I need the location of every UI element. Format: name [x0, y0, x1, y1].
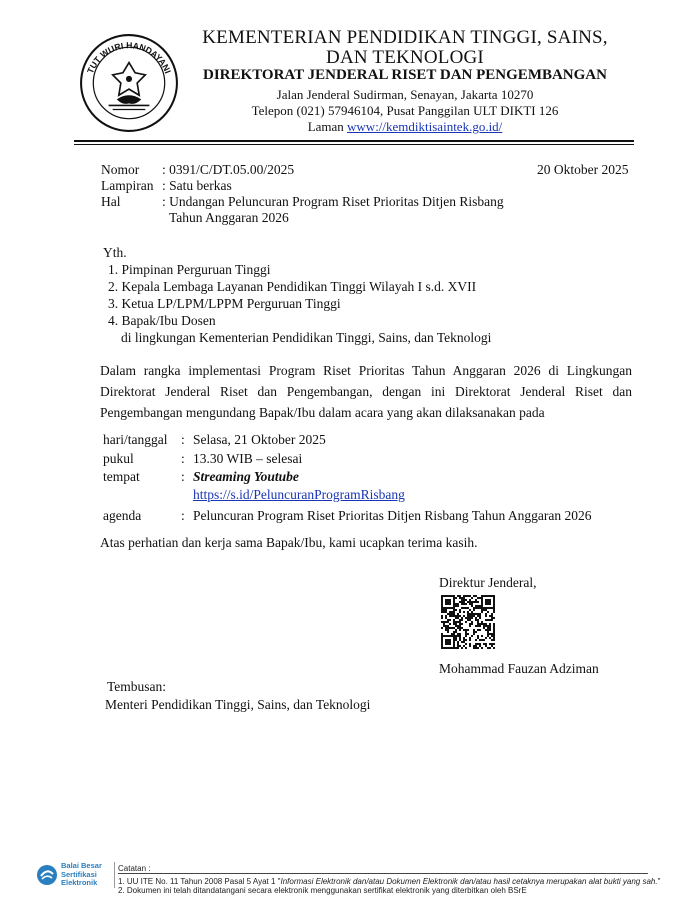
hal-label: Hal [101, 194, 121, 209]
address: Jalan Jenderal Sudirman, Senayan, Jakarta 10270 [276, 87, 534, 102]
ministry-name-line2: DAN TEKNOLOGI [326, 47, 484, 68]
lampiran-value: : Satu berkas [162, 178, 232, 193]
note-1-text: 1. UU ITE No. 11 Tahun 2008 Pasal 5 Ayat 1 " [118, 877, 281, 886]
signatory-title: Direktur Jenderal, [439, 575, 537, 590]
colon: : [181, 451, 185, 466]
colon: : [181, 469, 185, 484]
catatan-label: Catatan : [118, 864, 151, 873]
header-rule-thick [74, 140, 634, 142]
yth: Yth. [103, 245, 127, 260]
footer-rule [118, 873, 648, 874]
tut-wuri-handayani-logo [78, 32, 180, 134]
website-line [180, 119, 630, 135]
agenda-label: agenda [103, 508, 142, 523]
recipient-location: di lingkungan Kementerian Pendidikan Tinggi, Sains, dan Teknologi [121, 330, 492, 345]
day-value: Selasa, 21 Oktober 2025 [193, 432, 326, 447]
website-label: Laman [307, 119, 344, 134]
website-link[interactable]: www://kemdiktisaintek.go.id/ [347, 119, 503, 134]
recipient-item: 4. Bapak/Ibu Dosen [108, 313, 216, 328]
tembusan-label: Tembusan: [107, 679, 167, 694]
bsre-name [61, 862, 102, 888]
note-1-end: " [657, 877, 661, 886]
svg-text:TUT WURI HANDAYANI: TUT WURI HANDAYANI [85, 40, 174, 75]
streaming-link[interactable]: https://s.id/PeluncuranProgramRisbang [193, 487, 405, 502]
closing-sentence: Atas perhatian dan kerja sama Bapak/Ibu, kami ucapkan terima kasih. [100, 535, 478, 550]
intro-line-2: Direktorat Jenderal Riset dan Pengembangan, dengan ini Direktorat Jenderal Riset dan [100, 384, 632, 399]
agenda-value: Peluncuran Program Riset Prioritas Ditjen Risbang Tahun Anggaran 2026 [193, 508, 592, 523]
hal-value-2: Tahun Anggaran 2026 [169, 210, 289, 225]
note-1-quote: Informasi Elektronik dan/atau Dokumen Elektronik dan/atau hasil cetaknya merupakan alat bukti yang sah. [280, 877, 658, 886]
ministry-name-line1: KEMENTERIAN PENDIDIKAN TINGGI, SAINS, [202, 27, 608, 48]
signatory-name: Mohammad Fauzan Adziman [439, 661, 599, 676]
day-label: hari/tanggal [103, 432, 168, 447]
footer-note-1 [118, 877, 660, 886]
bsre-logo-icon [36, 864, 58, 886]
recipient-item: 2. Kepala Lembaga Layanan Pendidikan Tinggi Wilayah I s.d. XVII [108, 279, 477, 294]
lampiran-label: Lampiran [101, 178, 154, 193]
footer-note-2: 2. Dokumen ini telah ditandatangani secara elektronik menggunakan sertifikat elektronik yang diterbitkan oleh BSrE [118, 886, 527, 895]
directorate-name: DIREKTORAT JENDERAL RISET DAN PENGEMBANGAN [203, 67, 607, 83]
place-value: Streaming Youtube [193, 469, 299, 484]
nomor-value: : 0391/C/DT.05.00/2025 [162, 162, 295, 177]
hal-value-1: : Undangan Peluncuran Program Riset Prioritas Ditjen Risbang [162, 194, 504, 209]
colon: : [181, 432, 185, 447]
place-label: tempat [103, 469, 140, 484]
recipient-item: 3. Ketua LP/LPM/LPPM Perguruan Tinggi [108, 296, 341, 311]
intro-line-1: Dalam rangka implementasi Program Riset Prioritas Tahun Anggaran 2026 di Lingkungan [100, 363, 632, 378]
bsre-line: Elektronik [61, 878, 98, 887]
phone: Telepon (021) 57946104, Pusat Panggilan ULT DIKTI 126 [251, 103, 559, 118]
time-label: pukul [103, 451, 134, 466]
recipient-item: 1. Pimpinan Perguruan Tinggi [108, 262, 271, 277]
nomor-label: Nomor [101, 162, 140, 177]
footer-divider [114, 862, 115, 888]
colon: : [181, 508, 185, 523]
tembusan-recipient: Menteri Pendidikan Tinggi, Sains, dan Teknologi [105, 697, 371, 712]
intro-line-3: Pengembangan mengundang Bapak/Ibu dalam acara yang akan dilaksanakan pada [100, 405, 545, 420]
bsre-line: Balai Besar [61, 861, 102, 870]
bsre-line: Sertifikasi [61, 869, 97, 879]
header-rule-thin [74, 144, 634, 145]
letter-date: 20 Oktober 2025 [537, 162, 629, 177]
qr-code [441, 595, 495, 649]
time-value: 13.30 WIB – selesai [193, 451, 303, 466]
